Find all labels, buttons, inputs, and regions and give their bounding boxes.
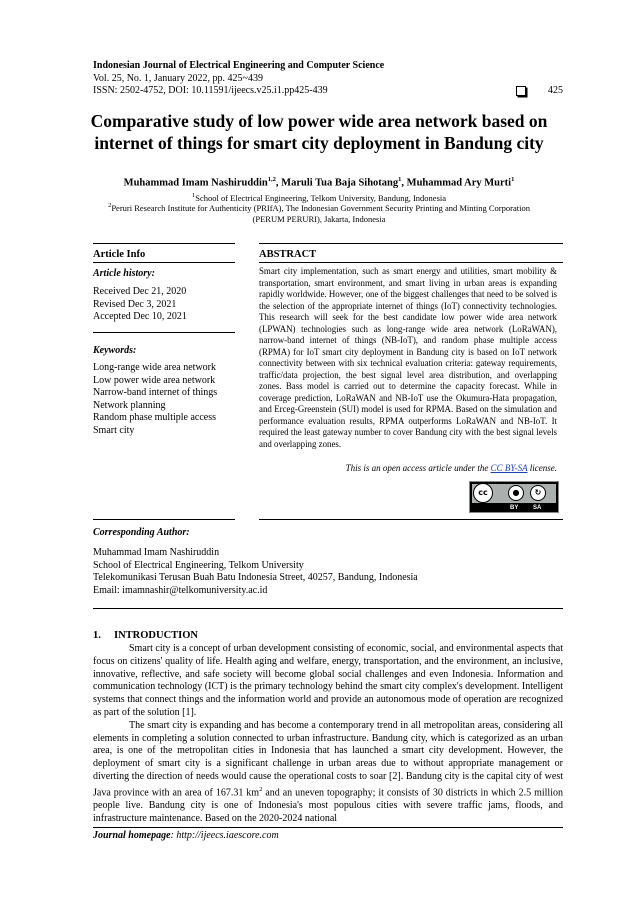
attribution-person-icon: ● xyxy=(508,485,524,501)
homepage-url[interactable]: : http://ijeecs.iaescore.com xyxy=(170,830,279,841)
author-affil-sup: 1 xyxy=(398,176,402,183)
oa-prefix: This is an open access article under the xyxy=(345,463,491,473)
article-history-list xyxy=(93,286,187,324)
keyword-item: Smart city xyxy=(93,424,135,436)
introduction-heading: 1. INTRODUCTION xyxy=(93,630,199,641)
journal-homepage-footer xyxy=(93,830,279,841)
corr-line: School of Electrical Engineering, Telkom University xyxy=(93,559,304,571)
cc-by-sa-badge[interactable] xyxy=(469,481,559,513)
rule xyxy=(93,827,563,828)
author-affil-sup: 1,2 xyxy=(267,176,276,183)
author-name: Muhammad Ary Murti xyxy=(406,177,512,189)
affiliation-2 xyxy=(80,200,558,225)
introduction-body xyxy=(93,643,563,825)
corresponding-author-block xyxy=(93,547,563,597)
page-number: 425 xyxy=(548,85,563,96)
rule xyxy=(93,262,235,263)
keyword-item: Random phase multiple access xyxy=(93,412,217,423)
homepage-label: Journal homepage xyxy=(93,830,171,841)
open-access-note xyxy=(259,463,557,473)
creative-commons-icon: cc xyxy=(473,483,493,503)
corr-line: Telekomunikasi Terusan Buah Batu Indonesia Street, 40257, Bandung, Indonesia xyxy=(93,572,418,583)
affil-text: Peruri Research Institute for Authenticity (PRIfA), The Indonesian Government Security Printing and Minting Corporation xyxy=(111,202,530,213)
oa-suffix: license. xyxy=(527,463,557,473)
intro-p2-text: and an uneven topography; it consists of 30 districts in which 2.5 million people live. Bandung city is one of Indonesia's most populous cities with severe traffic jams, floods, and infrastructure maintenance. Based on the 2020-2024 national xyxy=(93,787,563,824)
keywords-heading: Keywords: xyxy=(93,345,137,356)
affil-text: (PERUM PERURI), Jakarta, Indonesia xyxy=(252,213,386,224)
badge-by-label: BY xyxy=(510,505,519,511)
history-item: Accepted Dec 10, 2021 xyxy=(93,311,187,322)
rule xyxy=(93,519,235,520)
cc-by-sa-link[interactable]: CC BY-SA xyxy=(490,463,528,473)
rule xyxy=(259,262,563,263)
author-name: Maruli Tua Baja Sihotang xyxy=(281,177,399,189)
journal-volume: Vol. 25, No. 1, January 2022, pp. 425~439 xyxy=(93,72,263,84)
author-list: Muhammad Imam Nashiruddin$^{1,2}$, Maruli Tua Baja Sihotang$^1$, Muhammad Ary Murti$^1$ xyxy=(123,176,515,189)
paper-title: Comparative study of low power wide area network based on internet of things for smart city deployment in Bandung city xyxy=(90,111,548,153)
history-item: Received Dec 21, 2020 xyxy=(93,286,187,297)
corr-email: Email: imamnashir@telkomuniversity.ac.id xyxy=(93,584,268,596)
abstract-heading: ABSTRACT xyxy=(259,249,317,260)
article-info-heading: Article Info xyxy=(93,249,146,260)
journal-name: Indonesian Journal of Electrical Engineering and Computer Science xyxy=(93,60,385,71)
intro-paragraph-1: Smart city is a concept of urban development consisting of economic, social, and environmental aspects that focus on citizens' quality of life. Health aging and welfare, energy, transportation, and the environment, an inclusive, innovative, reflective, and safe society will become global social challenges and even Indonesia. Information and communication technology (ICT) is the primary technology behind the smart city complex's development. Intelligent systems that connect things and the information world and provide an autonomous mode of operation are recognized as part of the solution [1]. xyxy=(93,643,563,718)
intro-p2-text: The smart city is expanding and has become a contemporary trend in all metropolitan areas, considering all elements in completing a solution connected to urban infrastructure. Bandung city, which is categorized as an urban area, is one of the metropolitan cities in Indonesia that has launched a smart city development. However, the deployment of smart city is a significant challenge in urban areas due to without appropriate management or diverting the direction of needs would cause the operational costs to soar [2]. Bandung city is the capital city of west Java province with an area of 167.31 km xyxy=(93,719,563,799)
affil-sup: 2 xyxy=(108,202,112,209)
author-affil-sup: 1 xyxy=(511,176,515,183)
author-name: Muhammad Imam Nashiruddin xyxy=(123,177,268,189)
superscript: 2 xyxy=(259,785,263,793)
corresponding-author-heading: Corresponding Author: xyxy=(93,527,190,538)
keyword-item: Low power wide area network xyxy=(93,374,216,386)
history-item: Revised Dec 3, 2021 xyxy=(93,298,177,310)
keyword-item: Long-range wide area network xyxy=(93,362,216,373)
article-history-heading: Article history: xyxy=(93,268,155,279)
journal-issn-doi: ISSN: 2502-4752, DOI: 10.11591/ijeecs.v25.i1.pp425-439 xyxy=(93,85,328,96)
rule xyxy=(93,332,235,333)
rule xyxy=(259,243,563,244)
affil-text: School of Electrical Engineering, Telkom University, Bandung, Indonesia xyxy=(195,192,447,203)
abstract-text: Smart city implementation, such as smart energy and utilities, smart mobility & transportation, smart environment, and smart living in urban areas is expanding rapidly worldwide. However, one of the biggest challenges that need to be solved is the selection of the appropriate internet of things (IoT) connectivity technologies. This research will seek for the best candidate low power wide area network (LPWAN) technologies such as long-range wide area network (LoRaWAN), narrow-band internet of things (NB-IoT), and random phase multiple access (RPMA) for IoT smart city deployment in Bandung city is based on IoT network connectivity between with six technical evaluation criteria: gateway requirements, traffic/data projection, the best signal level area distribution, and overlapping zones. Bass model is carried out to determine the capacity forecast. While in coverage prediction, LoRaWAN and NB-IoT use the Okumura-Hata propagation, and Erceg-Greenstein (SUI) model is used for RPMA. Based on the simulation and performance evaluation results, RPMA outperforms LoRaWAN and NB-IoT. It required the least gateway number to cover Bandung city with the best signal levels and overlapping zones. xyxy=(259,266,557,449)
keyword-item: Network planning xyxy=(93,399,166,411)
affil-sup: 1 xyxy=(191,192,196,199)
keywords-list xyxy=(93,362,217,437)
rule xyxy=(93,243,235,244)
journal-header xyxy=(93,60,563,98)
keyword-item: Narrow-band internet of things xyxy=(93,387,218,398)
share-alike-icon: ↻ xyxy=(530,485,546,501)
corr-line: Muhammad Imam Nashiruddin xyxy=(93,547,220,558)
badge-sa-label: SA xyxy=(533,505,542,511)
intro-paragraph-2 xyxy=(93,720,563,826)
rule xyxy=(93,608,563,609)
checkbox-square-icon xyxy=(516,86,526,96)
rule xyxy=(259,519,563,520)
